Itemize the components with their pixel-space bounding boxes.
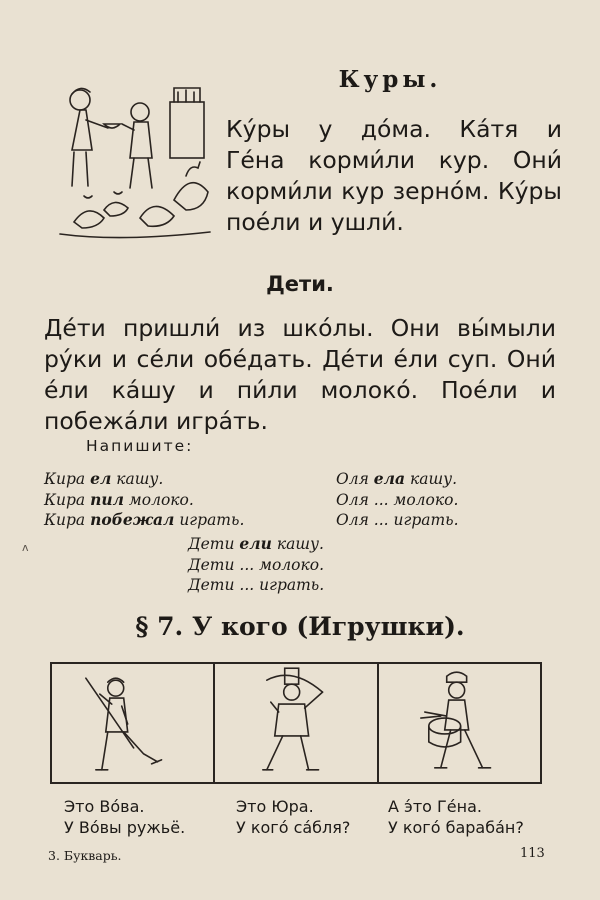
exercise-row: Кира пил молоко. — [44, 489, 194, 509]
text-line: е́ли ка́шу и пи́ли молоко́. Пое́ли и — [44, 376, 556, 404]
section-title: § 7. У кого (Игрушки). — [135, 612, 465, 641]
exercise-row: Оля ... играть. — [336, 511, 459, 529]
text-line: побежа́ли игра́ть. — [44, 407, 268, 435]
exercise-row: Оля ела кашу. — [336, 469, 458, 488]
exercise-row: Дети ели кашу. — [188, 534, 324, 553]
exercise-row: Кира побежал играть. — [44, 510, 245, 529]
caption-yura — [236, 796, 350, 838]
footer-book-title: 3. Букварь. — [48, 848, 122, 863]
exercise-column-center — [188, 534, 324, 596]
page-number: 113 — [520, 846, 545, 861]
exercise-instruction: Напишите: — [86, 437, 194, 455]
margin-tick-mark: ᴧ — [22, 541, 29, 554]
text-line: Ге́на корми́ли кур. Они́ — [226, 146, 562, 174]
caption-line: У кого́ бараба́н? — [388, 818, 524, 837]
caption-line: У Во́вы ружьё. — [64, 818, 186, 837]
text-line: Ку́ры у до́ма. Ка́тя и — [226, 115, 562, 143]
lesson-title-kury: Куры. — [338, 66, 442, 93]
frame-boy-with-drum — [379, 664, 540, 782]
exercise-row: Дети ... играть. — [188, 576, 325, 594]
caption-line: У кого́ са́бля? — [236, 818, 351, 837]
hens-feeding-illustration — [54, 72, 214, 244]
frame-boy-with-rifle — [52, 664, 215, 782]
exercise-row: Кира ел кашу. — [44, 469, 164, 488]
text-line: корми́ли кур зерно́м. Ку́ры — [226, 177, 562, 205]
exercise-row: Дети ... молоко. — [188, 555, 325, 574]
text-line: Де́ти пришли́ из шко́лы. Они вы́мыли — [44, 314, 556, 342]
boy-with-rifle-illustration — [52, 664, 213, 782]
caption-gena — [388, 796, 524, 838]
lesson-title-deti: Дети. — [266, 272, 334, 296]
text-line: пое́ли и ушли́. — [226, 208, 404, 236]
exercise-column-left — [44, 469, 244, 531]
lesson-text-deti — [44, 313, 556, 437]
exercise-column-right — [336, 469, 459, 531]
text-line: ру́ки и се́ли обе́дать. Де́ти е́ли суп. Они́ — [44, 345, 556, 373]
boy-with-drum-illustration — [379, 664, 540, 782]
frame-boy-with-saber — [215, 664, 378, 782]
caption-line: Это Юра. — [236, 797, 314, 816]
caption-vova — [64, 796, 185, 838]
boy-with-saber-illustration — [215, 664, 376, 782]
exercise-row: Оля ... молоко. — [336, 490, 459, 509]
toys-illustration-strip — [50, 662, 542, 784]
caption-line: Это Во́ва. — [64, 797, 145, 816]
caption-line: А э́то Ге́на. — [388, 797, 482, 816]
lesson-text-kury — [226, 114, 562, 238]
